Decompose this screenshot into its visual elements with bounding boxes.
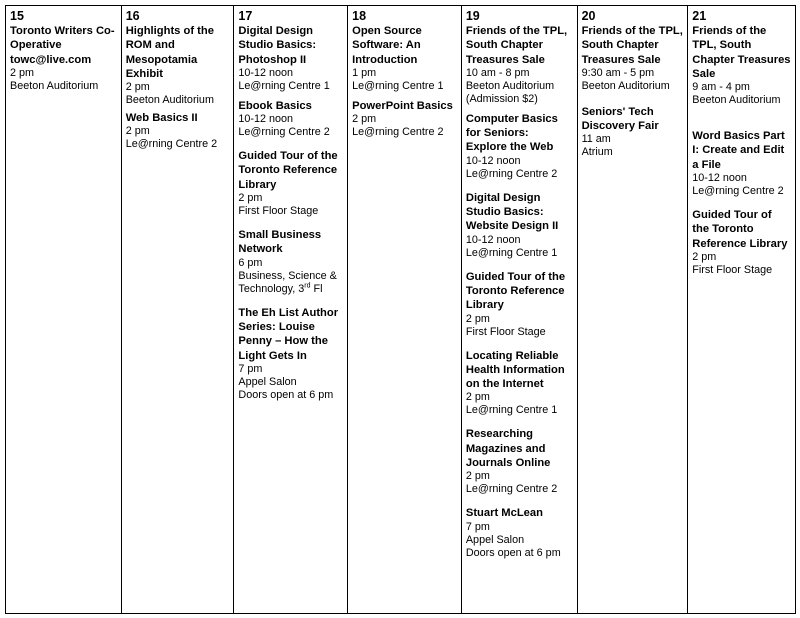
event-item [126,24,230,107]
event-detail: First Floor Stage [692,263,773,276]
event-item [466,112,573,181]
event-detail: 2 pm [10,66,35,79]
day-number: 16 [125,9,140,23]
event-detail: 7 pm [238,362,263,375]
event-item [126,111,230,151]
event-detail: Beeton Auditorium [125,94,214,107]
event-title: PowerPoint Basics [352,99,453,112]
event-detail: Le@rning Centre 2 [125,138,218,151]
event-detail: 6 pm [238,256,263,269]
day-number: 20 [581,9,596,23]
event-detail: Beeton Auditorium [581,79,670,92]
event-title: Highlights of the ROM and Mesopotamia Exhibit [125,25,214,80]
event-title: Computer Basics for Seniors: Explore the Web [465,112,558,154]
event-title: Word Basics Part I: Create and Edit a File [692,130,785,171]
event-detail: Le@rning Centre 1 [238,79,330,92]
event-detail: Beeton Auditorium [692,94,781,107]
day-number: 21 [692,9,707,23]
event-item [466,270,573,339]
event-detail: Le@rning Centre 1 [465,246,558,259]
event-title: Open Source Software: An Introduction [352,25,422,66]
event-detail: Atrium [581,146,613,159]
day-column [234,6,348,613]
event-detail: Le@rning Centre 2 [352,126,444,139]
event-item [692,24,791,107]
event-title: The Eh List Author Series: Louise Penny – How the Light Gets In [238,306,339,362]
event-title: Guided Tour of the Toronto Reference Library [465,270,566,312]
day-column [462,6,578,613]
event-title: Friends of the TPL, South Chapter Treasures Sale [692,25,791,80]
day-column [122,6,235,613]
event-item [466,24,573,106]
event-detail: 2 pm [125,125,150,138]
event-item [238,149,343,218]
event-detail: Technology, 3rd Fl [238,282,323,295]
event-detail: Beeton Auditorium [10,79,99,92]
event-item [238,99,343,139]
event-item [692,129,791,198]
event-title: Toronto Writers Co-Operative towc@live.com [10,25,115,66]
event-title: Web Basics II [125,112,198,125]
day-column [578,6,689,613]
event-detail: 1 pm [352,66,377,79]
event-title: Digital Design Studio Basics: Website Design II [465,191,559,233]
event-title: Small Business Network [238,229,322,256]
event-detail: Le@rning Centre 1 [352,79,444,92]
event-detail: 2 pm [692,250,717,263]
event-title: Digital Design Studio Basics: Photoshop II [238,25,317,66]
event-title: Friends of the TPL, South Chapter Treasures Sale [581,25,683,66]
event-detail: First Floor Stage [465,325,546,338]
event-detail: Business, Science & [238,269,337,282]
event-detail: 11 am [581,133,611,146]
event-detail: 2 pm [465,312,490,325]
event-item [466,191,573,260]
event-item [466,427,573,496]
day-number: 18 [352,9,367,23]
event-detail: 2 pm [465,391,490,404]
event-detail: 2 pm [352,113,377,126]
day-number: 19 [465,9,480,23]
event-detail: 10-12 noon [692,172,747,185]
event-title: Friends of the TPL, South Chapter Treasures Sale [465,25,568,66]
event-detail: Appel Salon [465,533,525,546]
event-item [582,105,684,160]
event-detail: 10-12 noon [465,154,521,167]
event-detail: Le@rning Centre 2 [692,185,784,198]
event-detail: 10-12 noon [465,233,521,246]
event-detail: 9:30 am - 5 pm [581,66,655,79]
event-item [692,208,791,277]
event-title: Stuart McLean [465,507,543,520]
day-column [6,6,122,613]
event-detail: 10-12 noon [238,66,294,79]
event-detail: 2 pm [125,81,150,94]
event-item [352,99,457,139]
event-item [352,24,457,93]
event-title: Ebook Basics [238,99,312,112]
day-column [688,6,795,613]
event-item [466,349,573,418]
event-detail: Le@rning Centre 2 [465,167,558,180]
event-detail: Le@rning Centre 2 [238,126,330,139]
event-detail: 2 pm [238,192,263,205]
event-detail: (Admission $2) [465,92,538,105]
event-detail: First Floor Stage [238,205,319,218]
event-detail: 7 pm [465,520,490,533]
event-title: Guided Tour of the Toronto Reference Library [692,209,788,250]
event-detail: Doors open at 6 pm [465,546,561,559]
event-item [466,506,573,559]
event-detail: Le@rning Centre 1 [465,404,558,417]
event-detail: 9 am - 4 pm [692,81,750,94]
event-detail: Le@rning Centre 2 [465,483,558,496]
event-title: Seniors' Tech Discovery Fair [581,105,659,133]
day-number: 17 [238,9,253,23]
event-detail: Appel Salon [238,375,297,388]
event-item [238,306,343,402]
event-title: Locating Reliable Health Information on the Internet [465,349,565,391]
event-item [238,228,343,296]
day-number: 15 [10,9,24,23]
event-detail: 2 pm [465,470,490,483]
event-title: Researching Magazines and Journals Online [465,428,551,470]
event-detail: 10-12 noon [238,113,294,126]
event-item [582,24,684,93]
event-item [238,24,343,93]
calendar-week [5,5,796,614]
event-detail: Doors open at 6 pm [238,388,334,401]
event-item [10,24,117,93]
day-column [348,6,462,613]
event-title: Guided Tour of the Toronto Reference Library [238,150,338,191]
event-detail: 10 am - 8 pm [465,66,530,79]
event-detail: Beeton Auditorium [465,79,555,92]
